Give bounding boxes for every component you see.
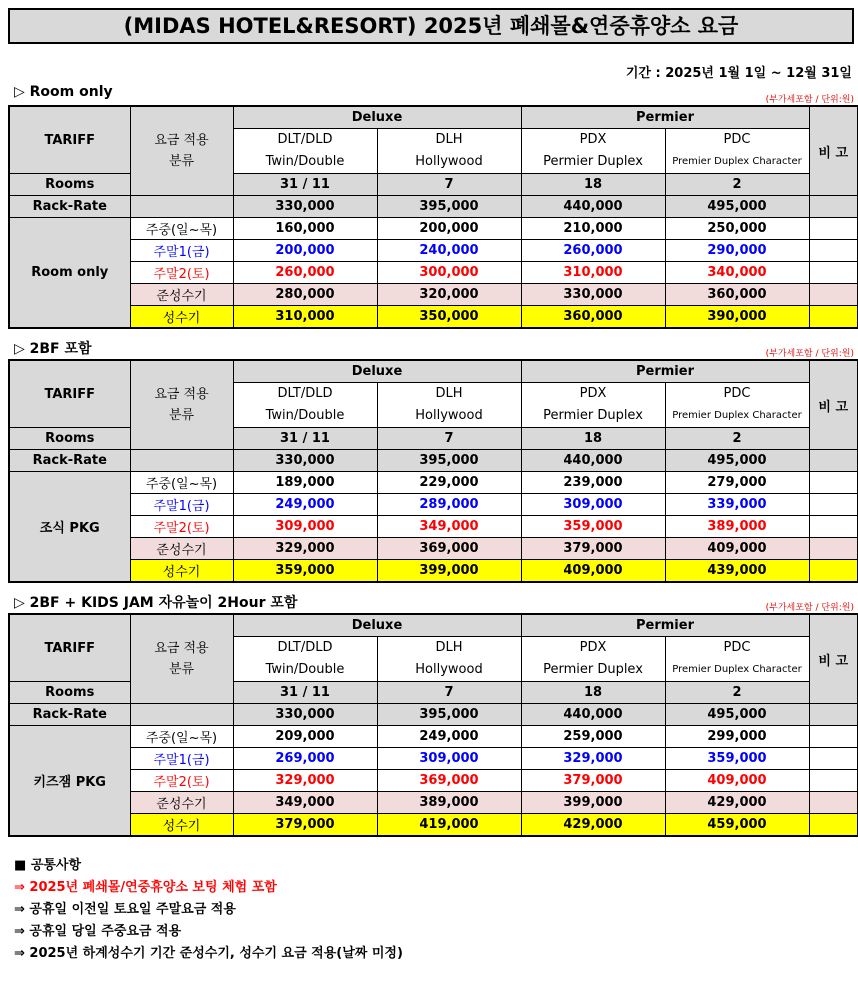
rooms-label: Rooms <box>9 174 130 196</box>
rate-value: 240,000 <box>377 240 521 262</box>
rate-category: 주말1(금) <box>130 748 233 770</box>
rate-value: 369,000 <box>377 538 521 560</box>
rate-value: 429,000 <box>665 792 809 814</box>
rate-category: 준성수기 <box>130 284 233 306</box>
rate-value: 249,000 <box>233 494 377 516</box>
rate-value: 459,000 <box>665 814 809 837</box>
remark-cell <box>809 792 858 814</box>
rate-value: 379,000 <box>233 814 377 837</box>
remark-cell <box>809 218 858 240</box>
room-type-name: Permier Duplex <box>543 154 643 169</box>
note-item: ⇒ 2025년 폐쇄몰/연중휴양소 보팅 체험 포함 <box>14 880 277 895</box>
rooms-count: 2 <box>665 174 809 196</box>
rack-rate: 330,000 <box>233 196 377 218</box>
rooms-label: Rooms <box>9 682 130 704</box>
rate-value: 379,000 <box>521 538 665 560</box>
rack-rate: 395,000 <box>377 196 521 218</box>
rack-rate: 440,000 <box>521 704 665 726</box>
remark-cell <box>809 306 858 329</box>
rate-category: 주말2(토) <box>130 262 233 284</box>
rate-value: 309,000 <box>377 748 521 770</box>
rate-value: 300,000 <box>377 262 521 284</box>
rate-value: 399,000 <box>521 792 665 814</box>
room-type-name: Twin/Double <box>265 662 345 677</box>
unit-note: (부가세포함 / 단위:원) <box>765 603 854 613</box>
rate-value: 160,000 <box>233 218 377 240</box>
rate-value: 390,000 <box>665 306 809 329</box>
tariff-header: TARIFF <box>9 106 130 174</box>
room-type-header <box>521 637 665 682</box>
rack-rate: 330,000 <box>233 450 377 472</box>
rate-category: 주중(일~목) <box>130 472 233 494</box>
permier-header: Permier <box>521 614 809 637</box>
room-type-header <box>665 383 809 428</box>
room-type-code: DLT/DLD <box>277 132 333 147</box>
permier-header: Permier <box>521 360 809 383</box>
rate-value: 290,000 <box>665 240 809 262</box>
rate-value: 320,000 <box>377 284 521 306</box>
note-item: ⇒ 2025년 하계성수기 기간 준성수기, 성수기 요금 적용(날짜 미정) <box>14 946 403 961</box>
rooms-count: 18 <box>521 428 665 450</box>
rack-rate: 440,000 <box>521 196 665 218</box>
room-type-code: PDX <box>579 386 607 401</box>
rate-category: 준성수기 <box>130 538 233 560</box>
remark-cell <box>809 262 858 284</box>
remark-cell <box>809 494 858 516</box>
category-header: 요금 적용 분류 <box>130 360 233 450</box>
room-type-code: PDC <box>723 132 751 147</box>
room-type-header <box>521 383 665 428</box>
remark-cell <box>809 770 858 792</box>
room-type-header <box>665 129 809 174</box>
rate-value: 409,000 <box>521 560 665 583</box>
remark-cell <box>809 538 858 560</box>
room-type-code: PDC <box>723 386 751 401</box>
unit-note: (부가세포함 / 단위:원) <box>765 95 854 105</box>
rate-value: 280,000 <box>233 284 377 306</box>
rooms-count: 2 <box>665 682 809 704</box>
rack-rate: 495,000 <box>665 704 809 726</box>
room-type-header <box>665 637 809 682</box>
room-type-code: DLH <box>435 386 463 401</box>
rack-rate: 440,000 <box>521 450 665 472</box>
package-label: 키즈잼 PKG <box>9 726 130 837</box>
rate-category: 주말1(금) <box>130 494 233 516</box>
rate-value: 200,000 <box>233 240 377 262</box>
room-type-name: Premier Duplex Character <box>672 410 802 421</box>
rooms-count: 18 <box>521 174 665 196</box>
rack-rate: 395,000 <box>377 704 521 726</box>
rate-value: 409,000 <box>665 770 809 792</box>
rate-value: 209,000 <box>233 726 377 748</box>
room-type-header <box>377 129 521 174</box>
page-title: (MIDAS HOTEL&RESORT) 2025년 폐쇄몰&연중휴양소 요금 <box>8 8 854 44</box>
deluxe-header: Deluxe <box>233 360 521 383</box>
rate-value: 249,000 <box>377 726 521 748</box>
remark-cell <box>809 748 858 770</box>
rooms-count: 18 <box>521 682 665 704</box>
remark-cell <box>809 240 858 262</box>
rate-value: 359,000 <box>233 560 377 583</box>
remark-cell <box>809 284 858 306</box>
rate-value: 310,000 <box>521 262 665 284</box>
section-label: ▷ Room only <box>14 84 113 100</box>
room-type-name: Permier Duplex <box>543 408 643 423</box>
room-type-code: DLH <box>435 132 463 147</box>
package-label: 조식 PKG <box>9 472 130 583</box>
rate-value: 239,000 <box>521 472 665 494</box>
room-type-code: DLT/DLD <box>277 386 333 401</box>
room-type-name: Hollywood <box>415 662 483 677</box>
rooms-count: 31 / 11 <box>233 682 377 704</box>
remark-cell <box>809 472 858 494</box>
room-type-name: Permier Duplex <box>543 662 643 677</box>
room-type-header <box>233 637 377 682</box>
rate-value: 330,000 <box>521 284 665 306</box>
rate-value: 289,000 <box>377 494 521 516</box>
unit-note: (부가세포함 / 단위:원) <box>765 349 854 359</box>
rate-table <box>8 105 858 329</box>
room-type-code: PDX <box>579 132 607 147</box>
room-type-code: DLH <box>435 640 463 655</box>
rate-category: 주말2(토) <box>130 516 233 538</box>
rate-value: 269,000 <box>233 748 377 770</box>
rate-value: 309,000 <box>521 494 665 516</box>
room-type-name: Hollywood <box>415 408 483 423</box>
rate-value: 309,000 <box>233 516 377 538</box>
rate-table <box>8 359 858 583</box>
rate-value: 369,000 <box>377 770 521 792</box>
note-item: ⇒ 공휴일 당일 주중요금 적용 <box>14 924 182 939</box>
rate-value: 189,000 <box>233 472 377 494</box>
rack-rate: 495,000 <box>665 196 809 218</box>
deluxe-header: Deluxe <box>233 614 521 637</box>
note-item: ⇒ 공휴일 이전일 토요일 주말요금 적용 <box>14 902 236 917</box>
package-label: Room only <box>9 218 130 329</box>
rooms-count: 31 / 11 <box>233 174 377 196</box>
rate-value: 360,000 <box>521 306 665 329</box>
rate-value: 299,000 <box>665 726 809 748</box>
rooms-count: 7 <box>377 682 521 704</box>
rate-value: 260,000 <box>521 240 665 262</box>
rate-value: 340,000 <box>665 262 809 284</box>
remark-header: 비 고 <box>809 360 858 450</box>
rack-label: Rack-Rate <box>9 450 130 472</box>
rooms-count: 2 <box>665 428 809 450</box>
rate-table <box>8 613 858 837</box>
remark-cell <box>809 516 858 538</box>
rate-value: 260,000 <box>233 262 377 284</box>
rate-value: 429,000 <box>521 814 665 837</box>
rate-value: 409,000 <box>665 538 809 560</box>
rate-category: 주중(일~목) <box>130 726 233 748</box>
room-type-header <box>233 383 377 428</box>
room-type-name: Hollywood <box>415 154 483 169</box>
rate-category: 성수기 <box>130 306 233 329</box>
rate-category: 주중(일~목) <box>130 218 233 240</box>
rate-value: 200,000 <box>377 218 521 240</box>
room-type-name: Twin/Double <box>265 154 345 169</box>
rate-value: 389,000 <box>665 516 809 538</box>
rate-value: 360,000 <box>665 284 809 306</box>
rooms-label: Rooms <box>9 428 130 450</box>
rate-value: 339,000 <box>665 494 809 516</box>
rate-value: 259,000 <box>521 726 665 748</box>
room-type-name: Twin/Double <box>265 408 345 423</box>
rate-value: 349,000 <box>233 792 377 814</box>
rate-value: 250,000 <box>665 218 809 240</box>
rack-label: Rack-Rate <box>9 196 130 218</box>
remark-header: 비 고 <box>809 106 858 196</box>
rate-category: 성수기 <box>130 560 233 583</box>
rate-value: 439,000 <box>665 560 809 583</box>
rate-value: 389,000 <box>377 792 521 814</box>
rate-value: 279,000 <box>665 472 809 494</box>
section-label: ▷ 2BF 포함 <box>14 341 92 357</box>
rate-value: 350,000 <box>377 306 521 329</box>
rate-category: 성수기 <box>130 814 233 837</box>
rate-value: 210,000 <box>521 218 665 240</box>
room-type-name: Premier Duplex Character <box>672 664 802 675</box>
remark-cell <box>809 560 858 583</box>
permier-header: Permier <box>521 106 809 129</box>
rooms-count: 7 <box>377 428 521 450</box>
rack-rate: 330,000 <box>233 704 377 726</box>
rack-rate: 495,000 <box>665 450 809 472</box>
remark-cell <box>809 814 858 837</box>
rack-rate: 395,000 <box>377 450 521 472</box>
remark-header: 비 고 <box>809 614 858 704</box>
rate-value: 349,000 <box>377 516 521 538</box>
section-label: ▷ 2BF + KIDS JAM 자유놀이 2Hour 포함 <box>14 595 298 611</box>
room-type-code: DLT/DLD <box>277 640 333 655</box>
rate-value: 379,000 <box>521 770 665 792</box>
rate-value: 329,000 <box>233 538 377 560</box>
room-type-code: PDX <box>579 640 607 655</box>
rate-value: 419,000 <box>377 814 521 837</box>
category-header: 요금 적용 분류 <box>130 614 233 704</box>
rate-value: 359,000 <box>521 516 665 538</box>
rate-value: 359,000 <box>665 748 809 770</box>
common-notes <box>14 855 403 965</box>
rate-category: 주말2(토) <box>130 770 233 792</box>
rate-category: 주말1(금) <box>130 240 233 262</box>
notes-heading: ■ 공통사항 <box>14 858 82 873</box>
rate-value: 329,000 <box>233 770 377 792</box>
rooms-count: 7 <box>377 174 521 196</box>
rack-label: Rack-Rate <box>9 704 130 726</box>
room-type-header <box>377 383 521 428</box>
tariff-header: TARIFF <box>9 614 130 682</box>
room-type-code: PDC <box>723 640 751 655</box>
tariff-header: TARIFF <box>9 360 130 428</box>
rate-value: 229,000 <box>377 472 521 494</box>
deluxe-header: Deluxe <box>233 106 521 129</box>
rooms-count: 31 / 11 <box>233 428 377 450</box>
rate-value: 329,000 <box>521 748 665 770</box>
room-type-header <box>233 129 377 174</box>
category-header: 요금 적용 분류 <box>130 106 233 196</box>
room-type-header <box>377 637 521 682</box>
room-type-name: Premier Duplex Character <box>672 156 802 167</box>
rate-category: 준성수기 <box>130 792 233 814</box>
period-text: 기간 : 2025년 1월 1일 ~ 12월 31일 <box>625 66 852 81</box>
rate-value: 399,000 <box>377 560 521 583</box>
remark-cell <box>809 726 858 748</box>
room-type-header <box>521 129 665 174</box>
rate-value: 310,000 <box>233 306 377 329</box>
